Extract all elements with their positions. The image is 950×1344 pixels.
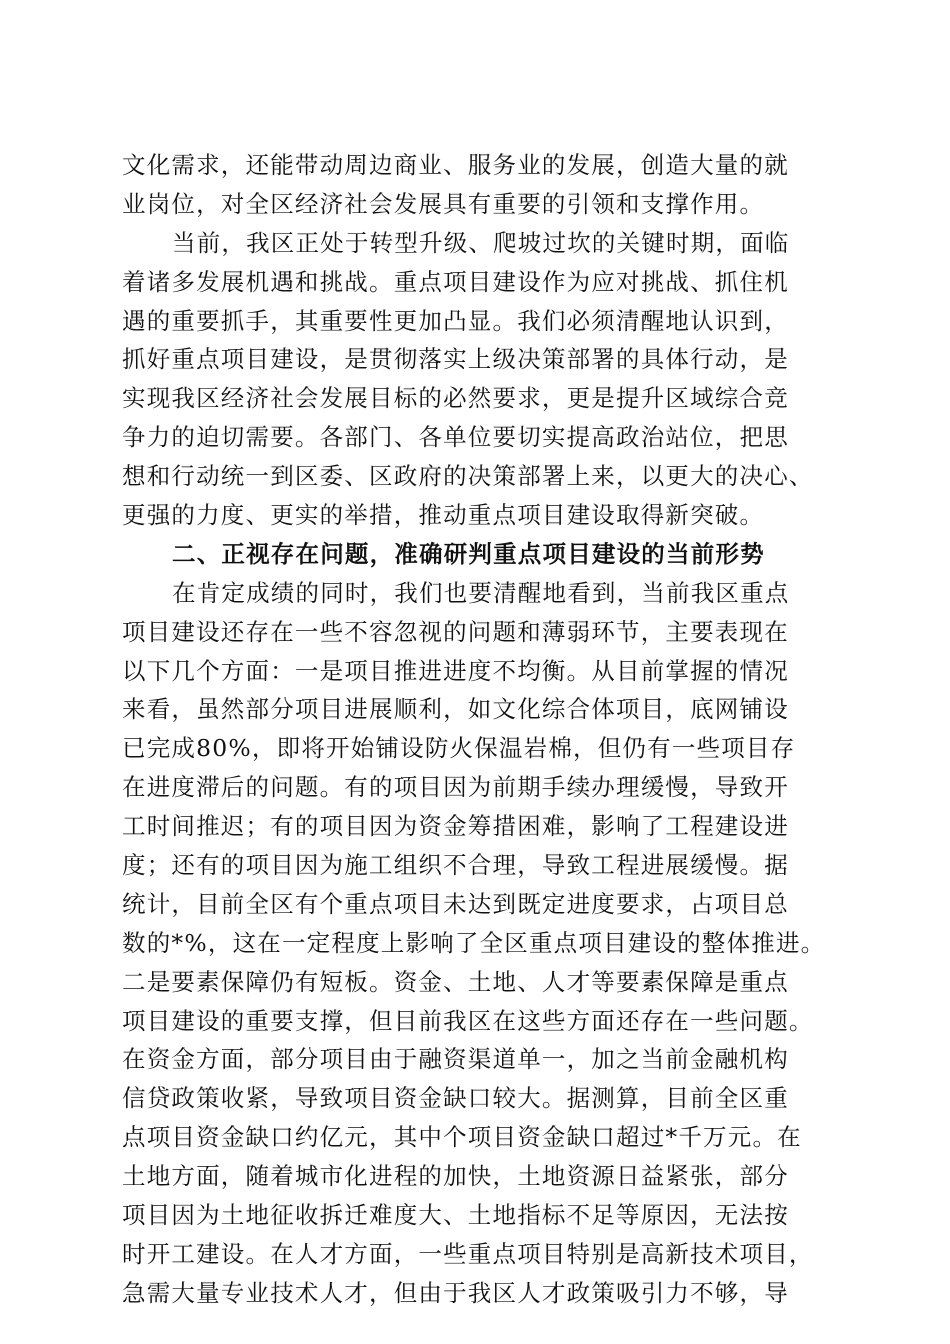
document-body <box>122 146 828 1313</box>
text-line: 土地方面，随着城市化进程的加快，土地资源日益紧张，部分 <box>122 1162 789 1191</box>
text-line: 时开工建设。在人才方面，一些重点项目特别是高新技术项目， <box>122 1239 814 1268</box>
text-line: 实现我区经济社会发展目标的必然要求，更是提升区域综合竞 <box>122 384 789 413</box>
text-line: 当前，我区正处于转型升级、爬坡过坎的关键时期，面临 <box>172 228 790 257</box>
text-line: 争力的迫切需要。各部门、各单位要切实提高政治站位，把思 <box>122 423 789 452</box>
text-line: 统计，目前全区有个重点项目未达到既定进度要求，占项目总 <box>122 889 789 918</box>
text-line: 在肯定成绩的同时，我们也要清醒地看到，当前我区重点 <box>172 578 790 607</box>
text-line: 信贷政策收紧，导致项目资金缺口较大。据测算，目前全区重 <box>122 1084 789 1113</box>
text-line: 在资金方面，部分项目由于融资渠道单一，加之当前金融机构 <box>122 1045 789 1074</box>
text-line: 以下几个方面：一是项目推进进度不均衡。从目前掌握的情况 <box>122 656 789 685</box>
text-line: 项目建设还存在一些不容忽视的问题和薄弱环节，主要表现在 <box>122 617 789 646</box>
text-line: 业岗位，对全区经济社会发展具有重要的引领和支撑作用。 <box>122 189 765 218</box>
text-line: 更强的力度、更实的举措，推动重点项目建设取得新突破。 <box>122 501 765 530</box>
text-line: 抓好重点项目建设，是贯彻落实上级决策部署的具体行动，是 <box>122 345 789 374</box>
text-line: 已完成80%，即将开始铺设防火保温岩棉，但仍有一些项目存 <box>122 734 796 763</box>
text-line: 工时间推迟；有的项目因为资金筹措困难，影响了工程建设进 <box>122 812 789 841</box>
text-line: 急需大量专业技术人才，但由于我区人才政策吸引力不够，导 <box>122 1278 789 1307</box>
text-line: 项目因为土地征收拆迁难度大、土地指标不足等原因，无法按 <box>122 1201 789 1230</box>
text-line: 遇的重要抓手，其重要性更加凸显。我们必须清醒地认识到， <box>122 306 789 335</box>
text-line: 想和行动统一到区委、区政府的决策部署上来，以更大的决心、 <box>122 462 814 491</box>
section-heading: 二、正视存在问题，准确研判重点项目建设的当前形势 <box>172 539 765 568</box>
text-line: 在进度滞后的问题。有的项目因为前期手续办理缓慢，导致开 <box>122 773 789 802</box>
text-line: 来看，虽然部分项目进展顺利，如文化综合体项目，底网铺设 <box>122 695 789 724</box>
text-line: 项目建设的重要支撑，但目前我区在这些方面还存在一些问题。 <box>122 1006 814 1035</box>
text-line: 文化需求，还能带动周边商业、服务业的发展，创造大量的就 <box>122 151 789 179</box>
text-line: 度；还有的项目因为施工组织不合理，导致工程进展缓慢。据 <box>122 851 789 880</box>
text-line: 着诸多发展机遇和挑战。重点项目建设作为应对挑战、抓住机 <box>122 267 789 296</box>
text-line: 二是要素保障仍有短板。资金、土地、人才等要素保障是重点 <box>122 967 789 996</box>
text-line: 点项目资金缺口约亿元，其中个项目资金缺口超过*千万元。在 <box>122 1123 802 1152</box>
text-line: 数的*%，这在一定程度上影响了全区重点项目建设的整体推进。 <box>122 928 826 957</box>
